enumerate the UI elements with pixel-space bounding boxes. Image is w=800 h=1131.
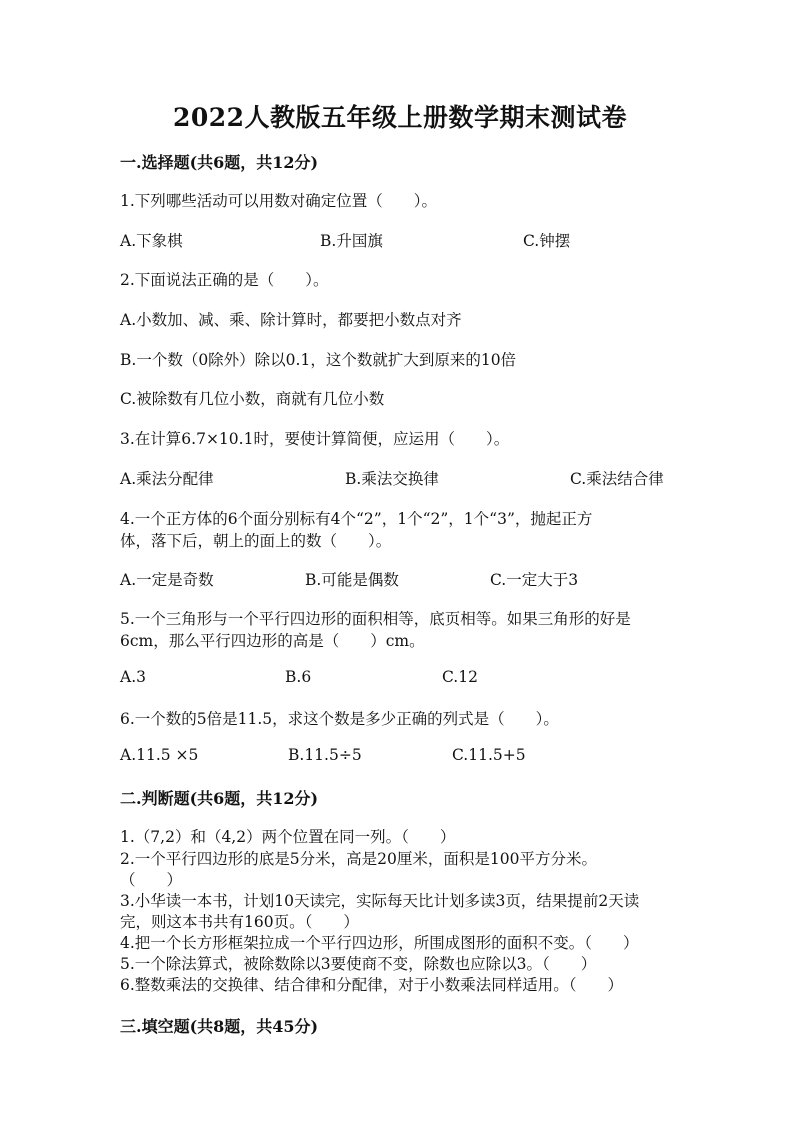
question-3-option-c: C.乘法结合律 <box>570 470 664 488</box>
question-2-stem: 2.下面说法正确的是（ ）。 <box>120 271 329 289</box>
question-3-option-a: A.乘法分配律 <box>120 470 214 488</box>
question-5-option-c: C.12 <box>442 668 478 686</box>
question-2-option-a: A.小数加、减、乘、除计算时，都要把小数点对齐 <box>120 311 462 329</box>
question-4-option-a: A.一定是奇数 <box>120 571 214 589</box>
question-5-stem-line-2: 6cm，那么平行四边形的高是（ ）cm。 <box>120 632 425 650</box>
judgment-line-1: 1.（7,2）和（4,2）两个位置在同一列。（ ） <box>120 828 456 846</box>
question-5-option-a: A.3 <box>120 668 146 686</box>
question-4-stem-line-1: 4.一个正方体的6个面分别标有4个“2”，1个“2”，1个“3”，抛起正方 <box>120 510 593 528</box>
question-6-option-b: B.11.5÷5 <box>288 746 362 764</box>
section-heading-true-false: 二.判断题(共6题，共12分) <box>120 789 319 808</box>
question-4-option-c: C.一定大于3 <box>490 571 579 589</box>
question-1-option-c: C.钟摆 <box>523 232 571 250</box>
judgment-line-8: 6.整数乘法的交换律、结合律和分配律，对于小数乘法同样适用。（ ） <box>120 976 624 994</box>
judgment-line-3: （ ） <box>120 871 183 889</box>
question-4-option-b: B.可能是偶数 <box>305 571 399 589</box>
question-1-option-b: B.升国旗 <box>320 232 383 250</box>
judgment-line-6: 4.把一个长方形框架拉成一个平行四边形，所围成图形的面积不变。（ ） <box>120 934 639 952</box>
question-5-stem-line-1: 5.一个三角形与一个平行四边形的面积相等，底页相等。如果三角形的好是 <box>120 610 631 628</box>
question-1-option-a: A.下象棋 <box>120 232 183 250</box>
judgment-line-7: 5.一个除法算式，被除数除以3要使商不变，除数也应除以3。（ ） <box>120 955 597 973</box>
section-heading-multiple-choice: 一.选择题(共6题，共12分) <box>120 153 319 172</box>
question-1-stem: 1.下列哪些活动可以用数对确定位置（ ）。 <box>120 192 438 210</box>
judgment-line-2: 2.一个平行四边形的底是5分米，高是20厘米，面积是100平方分米。 <box>120 850 597 868</box>
question-3-option-b: B.乘法交换律 <box>345 470 439 488</box>
judgment-line-4: 3.小华读一本书，计划10天读完，实际每天比计划多读3页，结果提前2天读 <box>120 892 640 910</box>
question-5-option-b: B.6 <box>285 668 312 686</box>
question-3-stem: 3.在计算6.7×10.1时，要使计算简便，应运用（ ）。 <box>120 430 510 448</box>
question-6-stem: 6.一个数的5倍是11.5，求这个数是多少正确的列式是（ ）。 <box>120 710 559 728</box>
question-2-option-c: C.被除数有几位小数，商就有几位小数 <box>120 390 385 408</box>
question-6-option-a: A.11.5 ×5 <box>120 746 199 764</box>
section-heading-fill-in: 三.填空题(共8题，共45分) <box>120 1017 319 1036</box>
judgment-line-5: 完，则这本书共有160页。（ ） <box>120 913 359 931</box>
question-4-stem-line-2: 体，落下后，朝上的面上的数（ ）。 <box>120 532 392 550</box>
page-title: 2022人教版五年级上册数学期末测试卷 <box>172 103 628 132</box>
question-2-option-b: B.一个数（0除外）除以0.1，这个数就扩大到原来的10倍 <box>120 351 517 369</box>
question-6-option-c: C.11.5+5 <box>452 746 526 764</box>
